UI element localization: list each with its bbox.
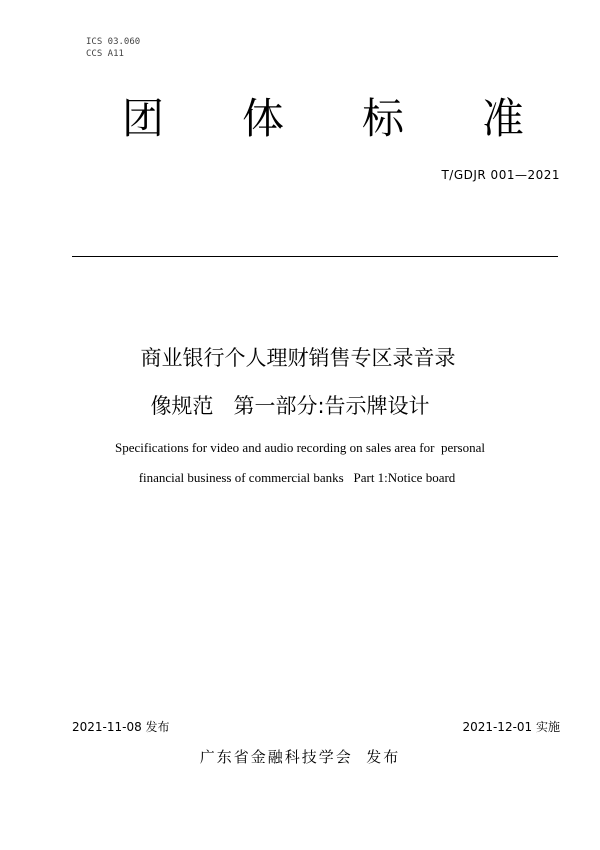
title-zh-line-2: 像规范 第一部分:告示牌设计	[150, 394, 430, 418]
standard-type-char: 准	[482, 94, 525, 143]
implement-date: 2021-12-01 实施	[462, 720, 560, 734]
ccs-code: CCS A11	[86, 49, 124, 59]
title-en-line-1: Specifications for video and audio recording on sales area for personal	[114, 440, 485, 455]
publish-date: 2021-11-08 发布	[72, 720, 170, 734]
title-zh-line-1: 商业银行个人理财销售专区录音录	[140, 346, 456, 370]
classification-codes	[86, 36, 140, 60]
standard-type-char: 团	[122, 94, 165, 143]
standard-number: T/GDJR 001—2021	[441, 168, 560, 182]
issuer: 广东省金融科技学会 发布	[199, 748, 401, 766]
standard-type-char: 标	[362, 94, 405, 143]
title-en-line-2: financial business of commercial banks Part 1:Notice board	[138, 470, 456, 485]
ics-code: ICS 03.060	[86, 37, 141, 47]
header-divider	[72, 256, 558, 257]
standard-type-char: 体	[242, 94, 285, 143]
standard-type-heading	[100, 94, 552, 144]
